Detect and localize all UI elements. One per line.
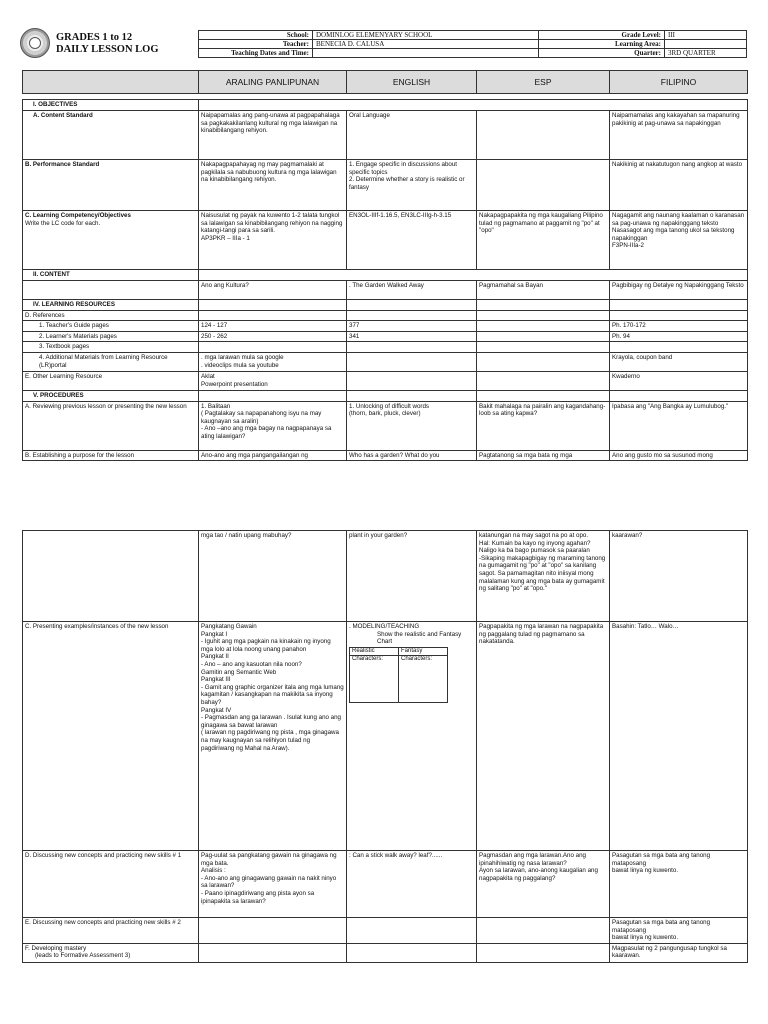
cell-purpose-en: Who has a garden? What do you (347, 450, 477, 461)
lesson-log-table-page2 (22, 530, 748, 963)
cell-lr-4 (610, 300, 748, 311)
form-title-line1: GRADES 1 to 12 (56, 32, 133, 43)
grade-value: III (665, 31, 747, 40)
cell-disc1-fil: Pasagutan sa mga bata ang tanong mataposang bawat linya ng kuwento. (610, 851, 748, 918)
cell-review-fil: Ipabasa ang "Ang Bangka ay Lumulubog." (610, 401, 748, 450)
row-purpose-continued (23, 531, 748, 622)
row-discussing-2 (23, 918, 748, 944)
cell-add-fil: Krayola, coupon band (610, 352, 748, 371)
row-other-resources (23, 371, 748, 390)
label-references: D. References (23, 310, 199, 321)
cell-other-fil: Kwaderno (610, 371, 748, 390)
row-content (23, 281, 748, 300)
cell-tg-esp (477, 321, 610, 332)
label-competency-line1: C. Learning Competency/Objectives (25, 212, 131, 219)
label-objectives: I. OBJECTIVES (23, 100, 199, 111)
cell-review-esp: Bakit mahalaga na pairalin ang kagandahang-loob sa ating kapwa? (477, 401, 610, 450)
cell-tb-ap (199, 342, 347, 353)
cell-tb-fil (610, 342, 748, 353)
label-presenting: C. Presenting examples/instances of the new lesson (23, 622, 199, 851)
cell-ref-1 (199, 310, 347, 321)
chart-realistic-characters: Characters: (350, 655, 399, 702)
cell-disc2-fil: Pasagutan sa mga bata ang tanong mataposang bawat linya ng kuwento. (610, 918, 748, 944)
label-learners-materials: 2. Learner's Materials pages (23, 331, 199, 342)
cell-lr-3 (477, 300, 610, 311)
row-performance-standard (23, 160, 748, 211)
label-competency (23, 211, 199, 270)
cell-proc-3 (477, 390, 610, 401)
label-textbook: 3. Textbook pages (23, 342, 199, 353)
header-info-table (198, 30, 747, 58)
cell-mastery-fil: Magpasulat ng 2 pangungusap tungkol sa kaarawan. (610, 943, 748, 962)
cell-purpose-esp: Pagtatanong sa mga bata ng mga (477, 450, 610, 461)
cell-add-ap: . mga larawan mula sa google . videoclips mula sa youtube (199, 352, 347, 371)
cell-content-en: . The Garden Walked Away (347, 281, 477, 300)
cell-comp-en: EN3OL-IIIf-1.16.5, EN3LC-IIIg-h-3.15 (347, 211, 477, 270)
cell-mastery-esp (477, 943, 610, 962)
cell-tg-fil: Ph. 170-172 (610, 321, 748, 332)
cell-ref-3 (477, 310, 610, 321)
teacher-value: BENECIA D. CALUSA (313, 40, 539, 49)
row-competency (23, 211, 748, 270)
cell-proc-1 (199, 390, 347, 401)
cell-cont-esp: katanungan na may sagot na po at opo. Hal: Kumain ba kayo ng inyong agahan? Naligo ka ba bago pumasok sa paaralan -Sikaping makapagbigay ng maraming tanong na gumagamit ng "po" at "opo" sa kanilang sagot. Sa pamamagitan nito iniisyal mong malalaman kung ang mga bata ay gumagamit ng salitang "po" at "opo." (477, 531, 610, 622)
row-references (23, 310, 748, 321)
cell-content-std-en: Oral Language (347, 111, 477, 160)
label-additional-materials: 4. Additional Materials from Learning Resource (LR)portal (23, 352, 199, 371)
cell-comp-ap: Naisusulat ng payak na kuwento 1-2 talata tungkol sa lalawigan sa kinabibilangang rehiyon na nagging katangi-tangi para sa sarili. AP3PKR – IIIa - 1 (199, 211, 347, 270)
label-performance-standard: B. Performance Standard (23, 160, 199, 211)
dates-label: Teaching Dates and Time: (199, 49, 313, 58)
school-value: DOMINLOG ELEMENYARY SCHOOL (313, 31, 539, 40)
cell-perf-std-fil: Nakikinig at nakatutugon nang angkop at wasto (610, 160, 748, 211)
chart-fantasy-characters: Characters: (399, 655, 448, 702)
cell-tb-esp (477, 342, 610, 353)
cell-add-en (347, 352, 477, 371)
cell-purpose-ap: Ano-ano ang mga pangangailangan ng (199, 450, 347, 461)
row-learners-materials (23, 331, 748, 342)
chart-fantasy-header: Fantasy (399, 647, 448, 655)
cell-objectives (199, 100, 748, 111)
cell-other-esp (477, 371, 610, 390)
row-content-standard (23, 111, 748, 160)
column-header-blank (23, 71, 199, 94)
cell-mastery-en (347, 943, 477, 962)
cell-cont-fil: kaarawan? (610, 531, 748, 622)
cell-cont-ap: mga tao / natin upang mabuhay? (199, 531, 347, 622)
label-review: A. Reviewing previous lesson or presenting the new lesson (23, 401, 199, 450)
label-discussing-2: E. Discussing new concepts and practicing new skills # 2 (23, 918, 199, 944)
label-content-blank (23, 281, 199, 300)
cell-perf-std-esp (477, 160, 610, 211)
cell-content-esp: Pagmamahal sa Bayan (477, 281, 610, 300)
column-header-row (23, 71, 748, 94)
label-teachers-guide: 1. Teacher's Guide pages (23, 321, 199, 332)
cell-lm-esp (477, 331, 610, 342)
row-procedures (23, 390, 748, 401)
cell-other-ap: Aklat Powerpoint presentation (199, 371, 347, 390)
modeling-instruction: Show the realistic and Fantasy Chart (377, 630, 462, 646)
quarter-label: Quarter: (539, 49, 665, 58)
lesson-log-table-page1 (22, 70, 748, 461)
cell-review-en: 1. Unlocking of difficult words (thorn, bark, pluck, clever) (347, 401, 477, 450)
cell-present-esp: Pagpapakita ng mga larawan na nagpapakita ng paggalang tulad ng pagmamano sa nakatatanda. (477, 622, 610, 851)
area-value (665, 40, 747, 49)
deped-seal-logo (20, 28, 50, 58)
dates-value (313, 49, 539, 58)
cell-perf-std-ap: Nakapagpapahayag ng may pagmamalaki at pagkilala sa nabubuong kultura ng mga lalawigan na kinabibilangang rehiyon. (199, 160, 347, 211)
label-content: II. CONTENT (23, 270, 199, 281)
cell-mastery-ap (199, 943, 347, 962)
cell-present-ap: Pangkatang Gawain Pangkat I - Iguhit ang mga pagkain na kinakain ng inyong mga lolo at lola noong unang panahon Pangkat II - Ano – ano ang kasuotan nila noon? Gamitin ang Semantic Web Pangkat III - Gamit ang graphic organizer itala ang mga lumang kagamitan / kasangkapan na makikita sa inyong bahay? Pangkat IV - Pagmasdan ang ga larawan . Isulat kung ano ang ginagawa sa bawat larawan ( larawan ng pagdiriwang ng pista , mga ginagawa na may kaugnayan sa relihiyon tulad ng pagdiriwang ng Mahal na Araw). (199, 622, 347, 851)
cell-disc1-ap: Pag-uulat sa pangkatang gawain na ginagawa ng mga bata. Analisis : - Ano-ano ang ginagawang gawain na nakit ninyo sa larawan? - Paano ipinagdiriwang ang pista ayon sa ipinapakita sa larawan? (199, 851, 347, 918)
cell-proc-4 (610, 390, 748, 401)
cell-other-en (347, 371, 477, 390)
cell-review-ap: 1. Balitaan ( Pagtalakay sa napapanahong isyu na may kaugnayan sa aralin) - Ano –ano ang mga bagay na nagpapanaya sa ating lalawigan? (199, 401, 347, 450)
chart-realistic-header: Realistic (350, 647, 399, 655)
cell-tb-en (347, 342, 477, 353)
column-header-ap: ARALING PANLIPUNAN (199, 71, 347, 94)
cell-content-std-esp (477, 111, 610, 160)
cell-add-esp (477, 352, 610, 371)
cell-lm-en: 341 (347, 331, 477, 342)
label-competency-line2: Write the LC code for each. (25, 219, 101, 227)
cell-proc-2 (347, 390, 477, 401)
form-title (56, 32, 159, 56)
modeling-heading: . MODELING/TEACHING (349, 623, 420, 630)
row-teachers-guide (23, 321, 748, 332)
cell-present-en (347, 622, 477, 851)
label-mastery-line1: F. Developing mastery (25, 944, 87, 952)
cell-disc1-en: : Can a stick walk away? leaf?...... (347, 851, 477, 918)
cell-lr-2 (347, 300, 477, 311)
grade-label: Grade Level: (539, 31, 665, 40)
cell-purpose-fil: Ano ang gusto mo sa susunod mong (610, 450, 748, 461)
cell-disc2-ap (199, 918, 347, 944)
school-label: School: (199, 31, 313, 40)
row-discussing-1 (23, 851, 748, 918)
label-discussing-1: D. Discussing new concepts and practicing new skills # 1 (23, 851, 199, 918)
cell-cont-en: plant in your garden? (347, 531, 477, 622)
realistic-fantasy-chart (349, 647, 448, 703)
column-header-esp: ESP (477, 71, 610, 94)
cell-lr-1 (199, 300, 347, 311)
cell-comp-fil: Nagagamit ang naunang kaalaman o karanasan sa pag-unawa ng napakinggang teksto Nasasagot ang mga tanong ukol sa tekstong napakinggan F3PN-IIIa-2 (610, 211, 748, 270)
cell-ref-2 (347, 310, 477, 321)
form-title-line2: DAILY LESSON LOG (56, 44, 159, 55)
cell-tg-ap: 124 - 127 (199, 321, 347, 332)
cell-lm-ap: 250 - 262 (199, 331, 347, 342)
label-mastery (23, 943, 199, 962)
cell-perf-std-en: 1. Engage specific in discussions about specific topics 2. Determine whether a story is realistic or fantasy (347, 160, 477, 211)
cell-content-heading (199, 270, 748, 281)
label-purpose-continued (23, 531, 199, 622)
cell-comp-esp: Nakapagpapakita ng mga kaugaliang Pilipino tulad ng pagmamano at paggamit ng "po" at "opo" (477, 211, 610, 270)
cell-disc2-esp (477, 918, 610, 944)
cell-content-ap: Ano ang Kultura? (199, 281, 347, 300)
cell-lm-fil: Ph. 94 (610, 331, 748, 342)
row-objectives (23, 100, 748, 111)
column-header-english: ENGLISH (347, 71, 477, 94)
row-presenting (23, 622, 748, 851)
label-mastery-line2: (leads to Formative Assessment 3) (35, 952, 131, 960)
area-label: Learning Area: (539, 40, 665, 49)
cell-disc2-en (347, 918, 477, 944)
cell-tg-en: 377 (347, 321, 477, 332)
cell-content-std-fil: Naipamamalas ang kakayahan sa mapanuring pakikinig at pag-unawa sa napakinggan (610, 111, 748, 160)
cell-content-std-ap: Naipapamalas ang pang-unawa at pagpapahalaga sa pagkakakilanlang kultural ng mga lalawigan na kinabibilangang rehiyon. (199, 111, 347, 160)
row-learning-resources (23, 300, 748, 311)
row-additional-materials (23, 352, 748, 371)
quarter-value: 3RD QUARTER (665, 49, 747, 58)
label-content-standard: A. Content Standard (23, 111, 199, 160)
label-purpose: B. Establishing a purpose for the lesson (23, 450, 199, 461)
cell-content-fil: Pagbibigay ng Detalye ng Napakinggang Teksto (610, 281, 748, 300)
row-textbook (23, 342, 748, 353)
label-procedures: V. PROCEDURES (23, 390, 199, 401)
label-other-resources: E. Other Learning Resource (23, 371, 199, 390)
column-header-filipino: FILIPINO (610, 71, 748, 94)
cell-present-fil: Basahin: Tatlo… Walo… (610, 622, 748, 851)
cell-ref-4 (610, 310, 748, 321)
teacher-label: Teacher: (199, 40, 313, 49)
row-content-heading (23, 270, 748, 281)
label-learning-resources: IV. LEARNING RESOURCES (23, 300, 199, 311)
row-purpose (23, 450, 748, 461)
cell-disc1-esp: Pagmasdan ang mga larawan.Ano ang ipinahihiwatig ng nasa larawan? Ayon sa larawan, ano-anong kaugalian ang nagpapakita ng paggalang? (477, 851, 610, 918)
row-review (23, 401, 748, 450)
row-mastery (23, 943, 748, 962)
